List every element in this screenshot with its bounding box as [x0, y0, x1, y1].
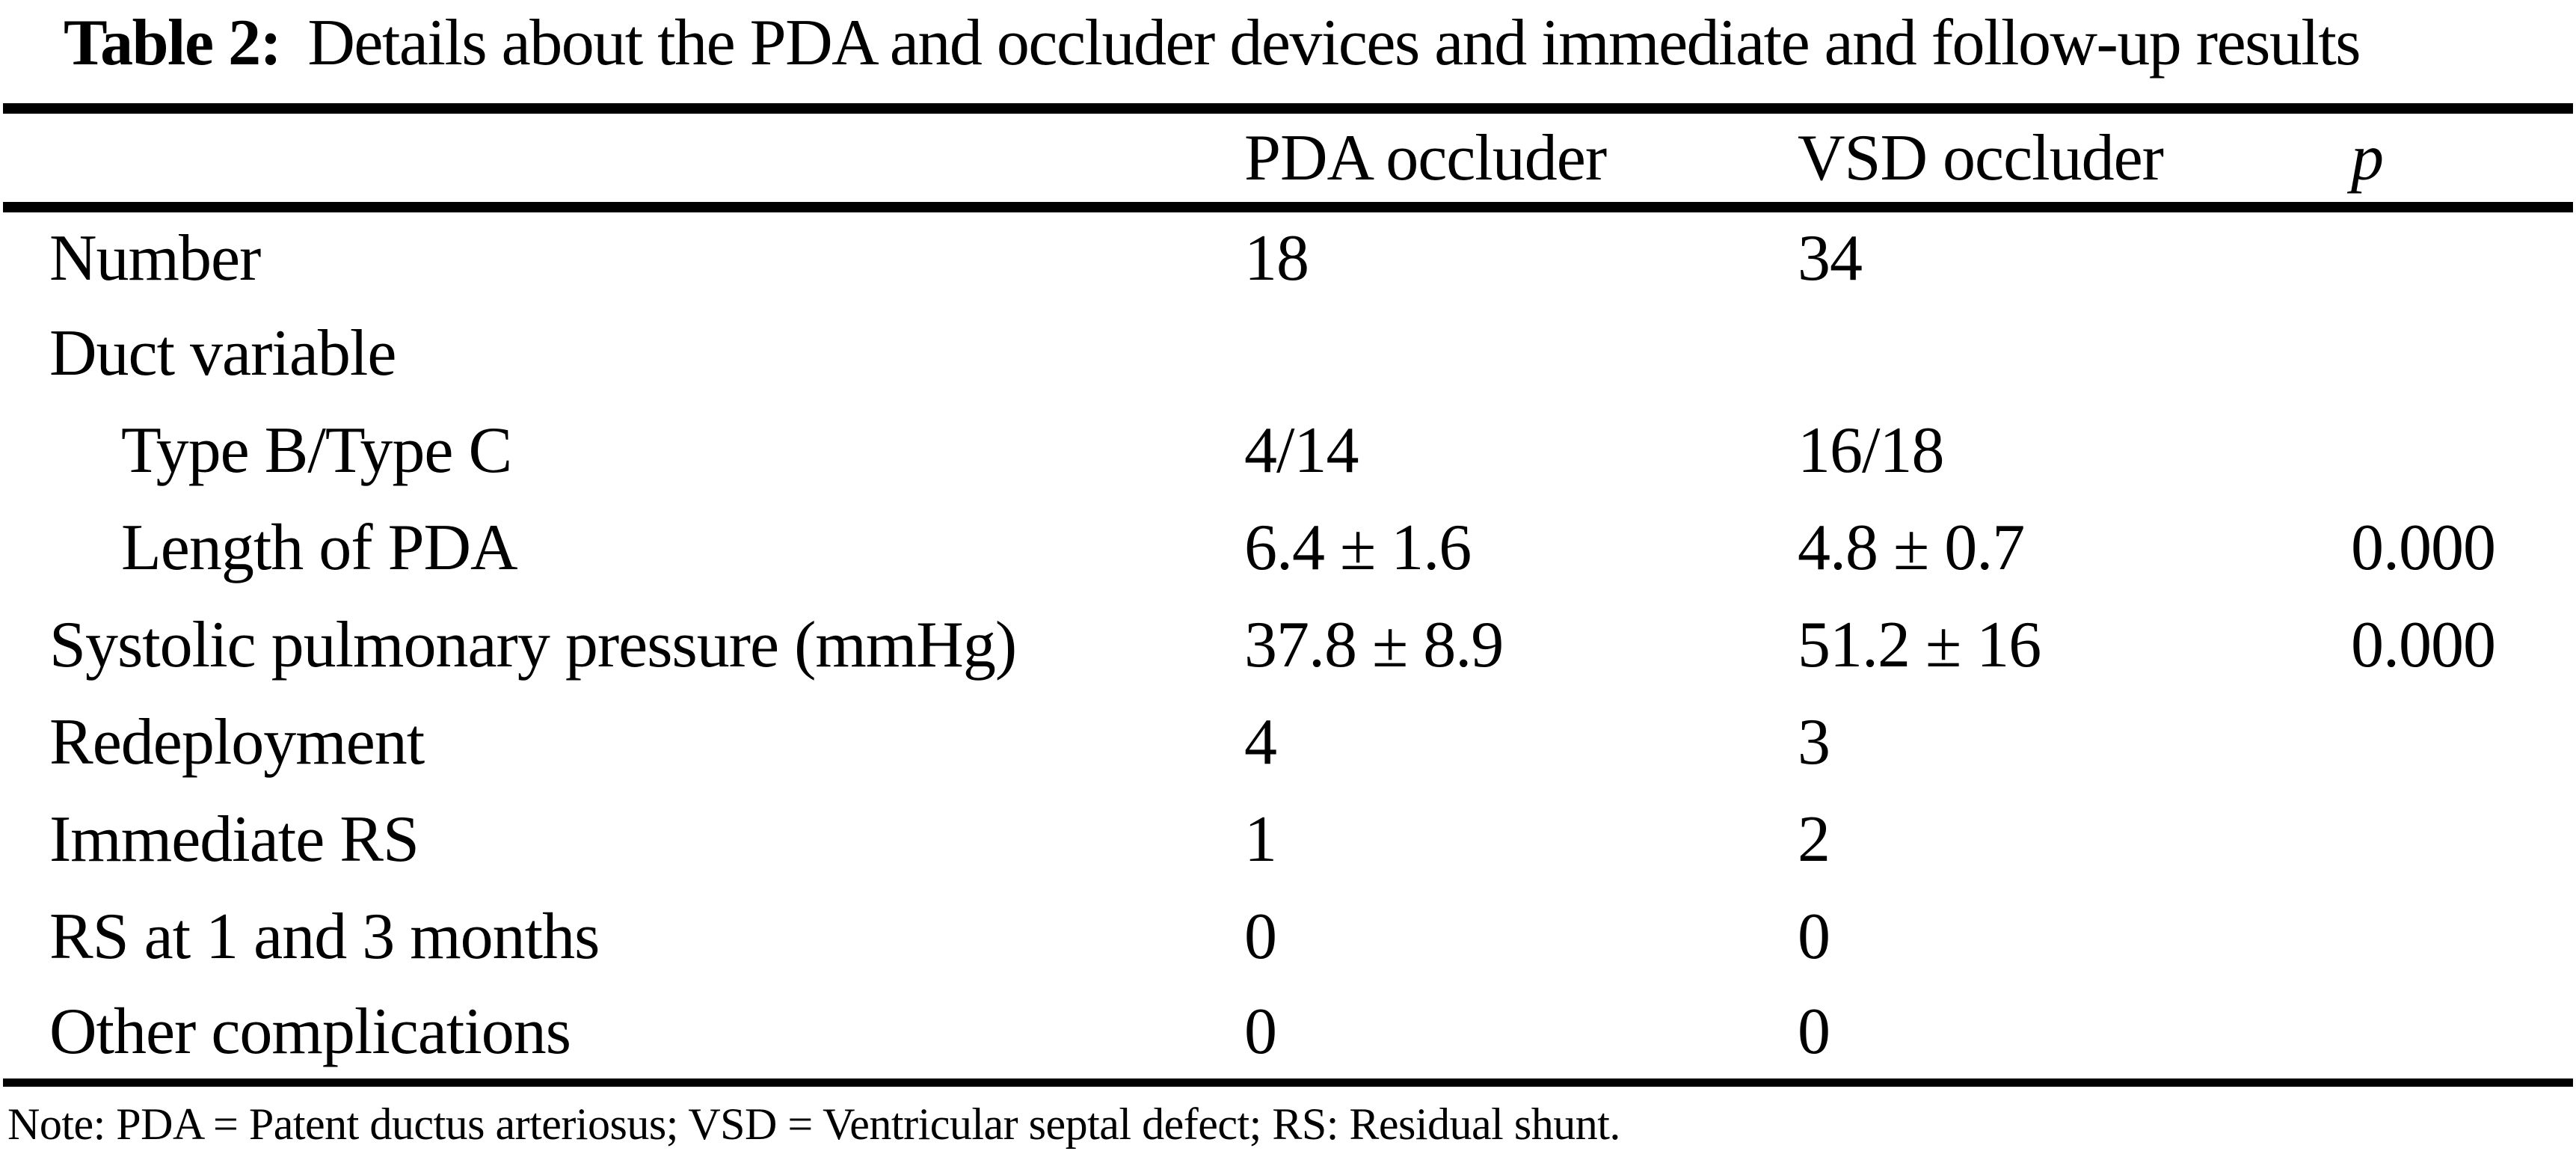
p-value [2306, 985, 2573, 1082]
table-row [3, 402, 2573, 499]
pda-occluder-value: 0 [1244, 995, 1276, 1068]
vsd-occluder-value: 0 [1798, 900, 1830, 973]
table-row [3, 304, 2573, 402]
pda-occluder-value: 18 [1244, 222, 1309, 295]
pda-occluder-value: 4 [1244, 705, 1276, 779]
table-title-text: Details about the PDA and occluder devices and immediate and follow-up results [307, 7, 2361, 79]
p-value [2306, 791, 2573, 888]
table-row [3, 791, 2573, 888]
header-row [3, 108, 2573, 207]
row-label: Type B/Type C [121, 414, 512, 487]
p-value [2306, 304, 2573, 402]
row-label: Length of PDA [121, 511, 517, 584]
pda-occluder-value: 37.8 ± 8.9 [1244, 608, 1504, 681]
row-label: Number [49, 222, 261, 295]
vsd-occluder-value [1753, 304, 2306, 402]
pda-occluder-value: 1 [1244, 803, 1276, 876]
header-pda-occluder: PDA occluder [1244, 121, 1607, 194]
p-value [2306, 888, 2573, 985]
pda-occluder-value [1199, 304, 1753, 402]
row-label: Systolic pulmonary pressure (mmHg) [49, 608, 1017, 681]
table-title-label: Table 2: [64, 7, 281, 79]
row-label: RS at 1 and 3 months [49, 900, 600, 973]
table-row [3, 888, 2573, 985]
row-label: Immediate RS [49, 803, 419, 876]
table-note: Note: PDA = Patent ductus arteriosus; VSD = Ventricular septal defect; RS: Residual shunt. [7, 1099, 1620, 1149]
table-row [3, 596, 2573, 693]
table-row [3, 985, 2573, 1082]
vsd-occluder-value: 4.8 ± 0.7 [1798, 511, 2025, 584]
table-row [3, 499, 2573, 596]
vsd-occluder-value: 3 [1798, 705, 1830, 779]
table-row [3, 207, 2573, 304]
table-row [3, 693, 2573, 791]
vsd-occluder-value: 16/18 [1798, 414, 1944, 487]
p-value [2306, 207, 2573, 304]
p-value [2306, 402, 2573, 499]
vsd-occluder-value: 2 [1798, 803, 1830, 876]
row-label: Redeployment [49, 705, 425, 779]
pda-occluder-value: 4/14 [1244, 414, 1359, 487]
p-value: 0.000 [2351, 511, 2495, 584]
row-label: Duct variable [49, 316, 396, 390]
vsd-occluder-value: 51.2 ± 16 [1798, 608, 2041, 681]
header-vsd-occluder: VSD occluder [1798, 121, 2163, 194]
pda-occluder-value: 6.4 ± 1.6 [1244, 511, 1472, 584]
p-value: 0.000 [2351, 608, 2495, 681]
p-value [2306, 693, 2573, 791]
vsd-occluder-value: 34 [1798, 222, 1862, 295]
table-title [0, 0, 2576, 103]
table-body [3, 207, 2573, 1082]
header-blank [3, 108, 1199, 207]
data-table [3, 103, 2573, 1087]
row-label: Other complications [49, 995, 571, 1068]
vsd-occluder-value: 0 [1798, 995, 1830, 1068]
pda-occluder-value: 0 [1244, 900, 1276, 973]
header-p: p [2351, 121, 2383, 194]
table-header [3, 108, 2573, 207]
